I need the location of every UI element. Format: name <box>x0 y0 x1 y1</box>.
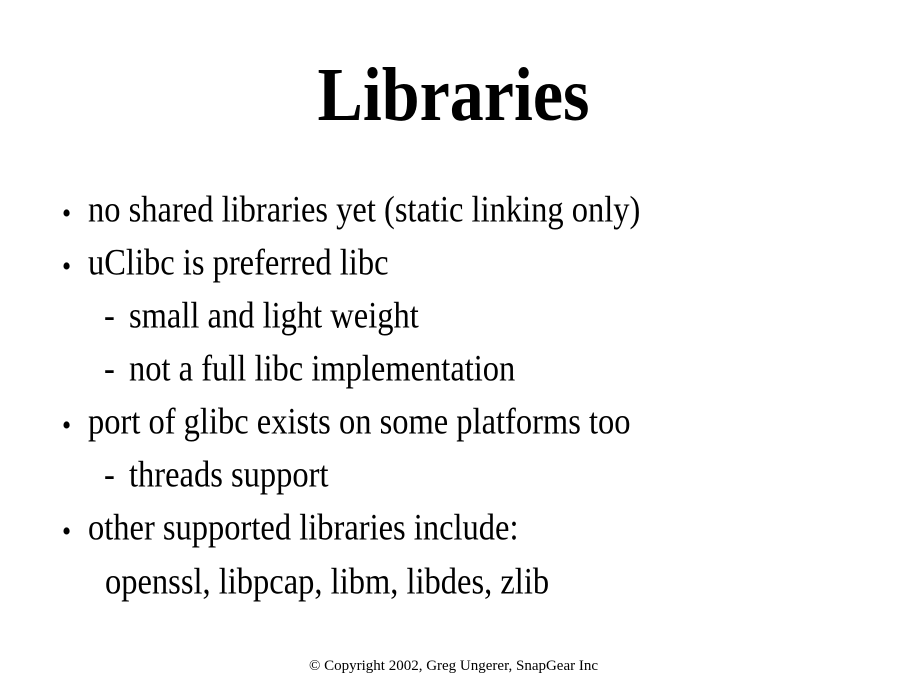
slide-title: Libraries <box>317 51 590 137</box>
bullet-item <box>0 189 907 243</box>
bullet-item <box>0 242 907 296</box>
continuation-line <box>0 561 907 615</box>
bullet-item <box>0 401 907 455</box>
bullet-text: uClibc is preferred libc <box>88 242 389 284</box>
bullet-item <box>0 507 907 561</box>
bullet-dot-icon: • <box>62 514 72 548</box>
sub-bullet-text: small and light weight <box>129 295 419 337</box>
bullet-text: other supported libraries include: <box>88 507 519 549</box>
bullet-text: no shared libraries yet (static linking only) <box>88 189 641 231</box>
copyright-footer: © Copyright 2002, Greg Ungerer, SnapGear Inc <box>308 658 599 674</box>
sub-bullet-item <box>0 295 907 349</box>
dash-icon: - <box>104 454 115 496</box>
bullet-dot-icon: • <box>62 408 72 442</box>
sub-bullet-text: not a full libc implementation <box>129 348 516 390</box>
bullet-dot-icon: • <box>62 196 72 230</box>
bullet-dot-icon: • <box>62 249 72 283</box>
dash-icon: - <box>104 295 115 337</box>
sub-bullet-item <box>0 348 907 402</box>
sub-bullet-item <box>0 454 907 508</box>
continuation-text: openssl, libpcap, libm, libdes, zlib <box>105 561 550 603</box>
dash-icon: - <box>104 348 115 390</box>
bullet-text: port of glibc exists on some platforms too <box>88 401 631 443</box>
sub-bullet-text: threads support <box>129 454 329 496</box>
